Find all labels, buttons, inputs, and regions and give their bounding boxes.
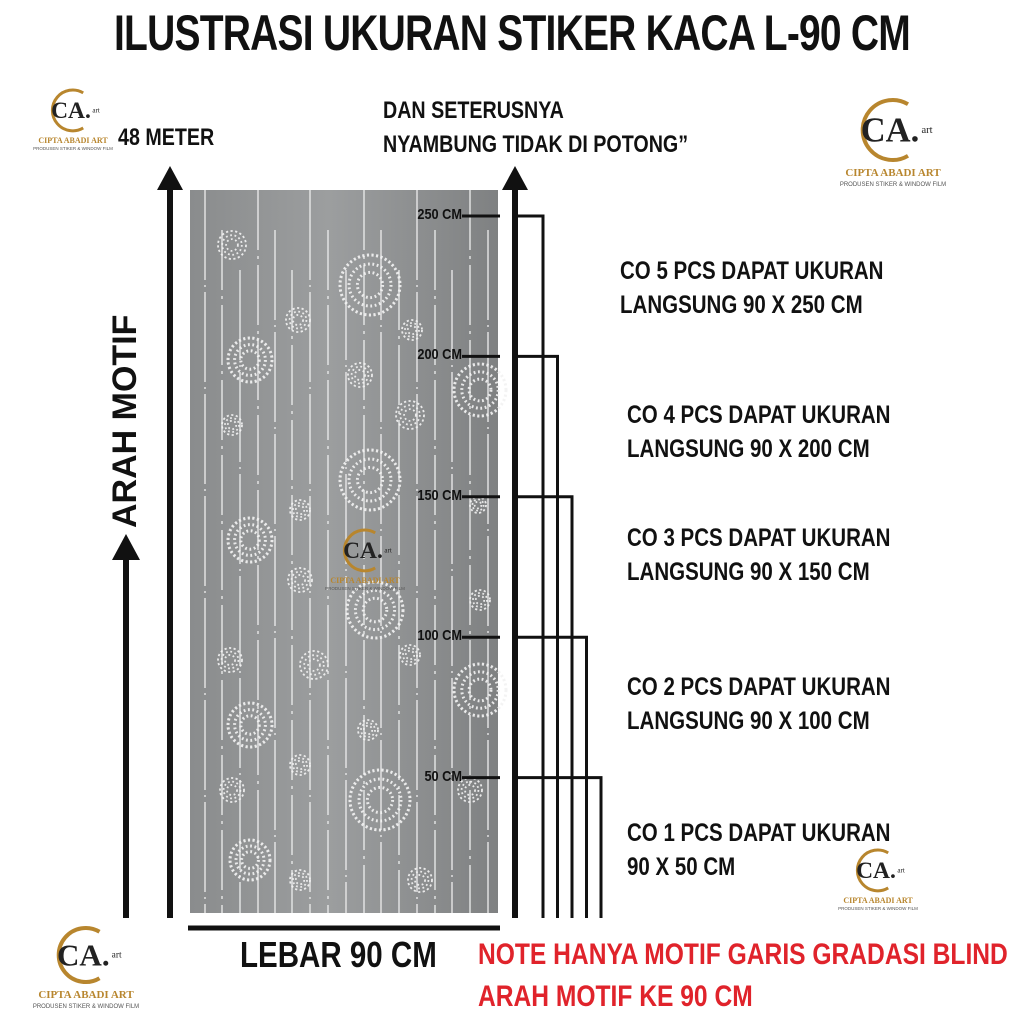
option-2pcs-line-1: CO 2 PCS DAPAT UKURAN <box>627 673 891 701</box>
ruler-tick-label: 200 CM <box>417 346 462 364</box>
svg-text:PRODUSEN STIKER & WINDOW FILM: PRODUSEN STIKER & WINDOW FILM <box>325 585 405 591</box>
size-step-bracket <box>515 216 543 918</box>
option-4pcs <box>627 398 890 466</box>
continuation-arrow <box>502 166 528 918</box>
continuation-note <box>383 94 688 162</box>
logo <box>18 88 128 151</box>
option-1pcs-line-1: CO 1 PCS DAPAT UKURAN <box>627 819 891 847</box>
motif-note <box>478 934 1008 1018</box>
motif-direction-label: ARAH MOTIF <box>106 314 144 528</box>
svg-text:PRODUSEN STIKER & WINDOW FILM: PRODUSEN STIKER & WINDOW FILM <box>839 182 947 188</box>
svg-text:PRODUSEN STIKER & WINDOW FILM: PRODUSEN STIKER & WINDOW FILM <box>33 145 113 151</box>
ruler-tick-label: 50 CM <box>424 767 462 785</box>
logo-watermark <box>320 528 410 591</box>
page-title: ILUSTRASI UKURAN STIKER KACA L-90 CM <box>114 5 910 61</box>
svg-text:CA.: CA. <box>56 937 110 973</box>
svg-text:CIPTA ABADI ART: CIPTA ABADI ART <box>845 167 941 179</box>
svg-text:CIPTA ABADI ART: CIPTA ABADI ART <box>330 575 400 585</box>
svg-text:CIPTA ABADI ART: CIPTA ABADI ART <box>843 895 913 905</box>
option-5pcs <box>620 254 883 322</box>
note-line-1: NOTE HANYA MOTIF GARIS GRADASI BLIND <box>478 938 1008 971</box>
continuation-line-2: NYAMBUNG TIDAK DI POTONG” <box>383 131 689 158</box>
svg-text:CA.: CA. <box>343 538 383 565</box>
logo <box>828 98 958 198</box>
size-steps <box>515 216 601 918</box>
svg-text:CA.: CA. <box>860 111 920 150</box>
option-1pcs-line-2: 90 X 50 CM <box>627 853 736 881</box>
svg-text:CA.: CA. <box>856 858 896 885</box>
option-4pcs-line-1: CO 4 PCS DAPAT UKURAN <box>627 401 891 429</box>
logo <box>818 848 938 911</box>
svg-text:PRODUSEN STIKER & WINDOW FILM: PRODUSEN STIKER & WINDOW FILM <box>32 1004 140 1010</box>
svg-text:art: art <box>384 546 392 555</box>
ruler-tick-label: 150 CM <box>417 486 462 504</box>
svg-text:CIPTA ABADI ART: CIPTA ABADI ART <box>38 989 134 1001</box>
option-5pcs-line-2: LANGSUNG 90 X 250 CM <box>620 291 863 319</box>
logo <box>26 926 146 1016</box>
option-5pcs-line-1: CO 5 PCS DAPAT UKURAN <box>620 257 884 285</box>
svg-text:art: art <box>897 866 905 875</box>
svg-text:PRODUSEN STIKER & WINDOW FILM: PRODUSEN STIKER & WINDOW FILM <box>838 905 918 911</box>
continuation-line-1: DAN SETERUSNYA <box>383 97 564 124</box>
svg-text:CA.: CA. <box>51 98 91 125</box>
motif-direction-arrow <box>112 534 140 918</box>
note-line-2: ARAH MOTIF KE 90 CM <box>478 980 753 1013</box>
option-3pcs <box>627 521 890 589</box>
option-3pcs-line-2: LANGSUNG 90 X 150 CM <box>627 558 870 586</box>
svg-text:CIPTA ABADI ART: CIPTA ABADI ART <box>38 135 108 145</box>
option-4pcs-line-2: LANGSUNG 90 X 200 CM <box>627 435 870 463</box>
length-arrow <box>157 166 183 918</box>
svg-text:art: art <box>92 106 100 115</box>
ruler-tick-label: 250 CM <box>417 206 462 223</box>
length-label: 48 METER <box>118 124 215 151</box>
option-3pcs-line-1: CO 3 PCS DAPAT UKURAN <box>627 524 891 552</box>
option-2pcs <box>627 670 890 738</box>
width-label: LEBAR 90 CM <box>240 934 437 975</box>
ruler-tick-label: 100 CM <box>417 627 462 645</box>
svg-text:art: art <box>921 125 933 136</box>
svg-text:art: art <box>111 950 122 961</box>
option-2pcs-line-2: LANGSUNG 90 X 100 CM <box>627 707 870 735</box>
